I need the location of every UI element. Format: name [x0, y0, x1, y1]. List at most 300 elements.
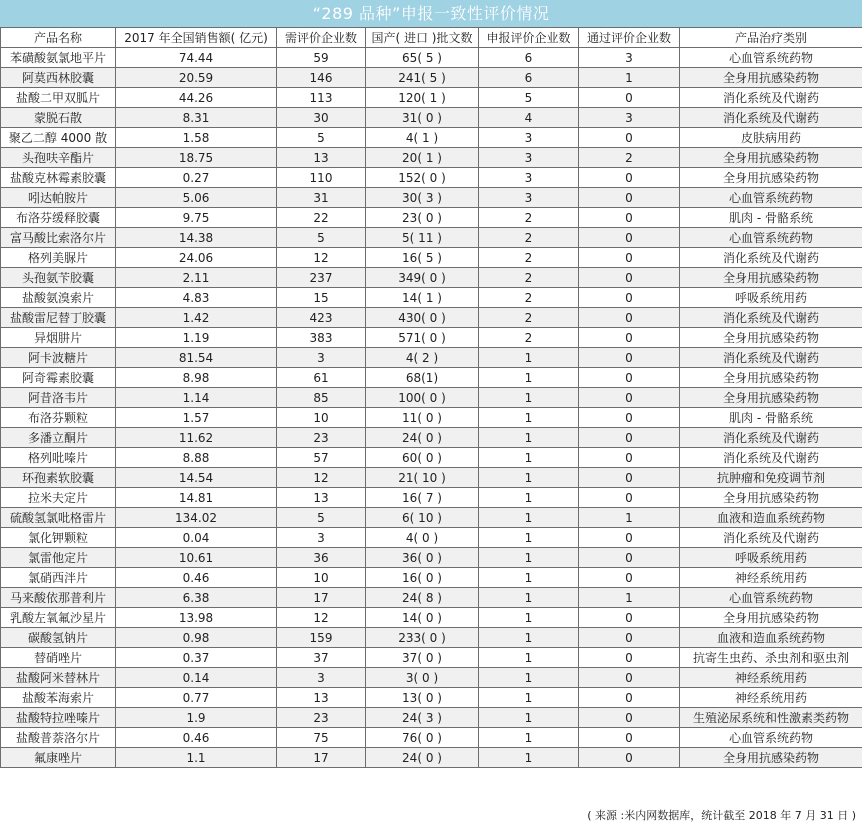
cell-firms-passed: 0 [579, 648, 680, 668]
cell-firms-applied: 1 [479, 428, 579, 448]
table-title: “289 品种”申报一致性评价情况 [0, 0, 862, 27]
cell-sales-2017: 13.98 [116, 608, 277, 628]
header-row [1, 28, 862, 48]
cell-firms-applied: 1 [479, 388, 579, 408]
cell-approvals: 4( 1 ) [366, 128, 479, 148]
cell-sales-2017: 8.98 [116, 368, 277, 388]
cell-firms-passed: 0 [579, 328, 680, 348]
cell-therapeutic-class: 全身用抗感染药物 [680, 608, 862, 628]
cell-approvals: 3( 0 ) [366, 668, 479, 688]
cell-product-name: 替硝唑片 [1, 648, 116, 668]
cell-firms-passed: 0 [579, 568, 680, 588]
cell-therapeutic-class: 全身用抗感染药物 [680, 368, 862, 388]
cell-product-name: 盐酸苯海索片 [1, 688, 116, 708]
cell-sales-2017: 2.11 [116, 268, 277, 288]
cell-firms-to-evaluate: 17 [277, 588, 366, 608]
cell-approvals: 4( 2 ) [366, 348, 479, 368]
cell-approvals: 14( 0 ) [366, 608, 479, 628]
cell-sales-2017: 81.54 [116, 348, 277, 368]
table-row [1, 108, 862, 128]
cell-firms-applied: 3 [479, 128, 579, 148]
cell-product-name: 阿昔洛韦片 [1, 388, 116, 408]
cell-approvals: 24( 3 ) [366, 708, 479, 728]
table-row [1, 508, 862, 528]
table-row [1, 528, 862, 548]
cell-therapeutic-class: 消化系统及代谢药 [680, 348, 862, 368]
cell-sales-2017: 1.42 [116, 308, 277, 328]
cell-sales-2017: 14.38 [116, 228, 277, 248]
cell-firms-passed: 3 [579, 48, 680, 68]
cell-firms-to-evaluate: 22 [277, 208, 366, 228]
cell-approvals: 24( 0 ) [366, 748, 479, 768]
cell-therapeutic-class: 消化系统及代谢药 [680, 528, 862, 548]
consistency-evaluation-table [0, 27, 862, 768]
cell-approvals: 13( 0 ) [366, 688, 479, 708]
table-row [1, 428, 862, 448]
cell-firms-to-evaluate: 146 [277, 68, 366, 88]
cell-firms-to-evaluate: 12 [277, 248, 366, 268]
cell-firms-to-evaluate: 5 [277, 128, 366, 148]
cell-sales-2017: 134.02 [116, 508, 277, 528]
cell-product-name: 环孢素软胶囊 [1, 468, 116, 488]
cell-firms-to-evaluate: 12 [277, 468, 366, 488]
cell-firms-to-evaluate: 10 [277, 408, 366, 428]
cell-firms-applied: 3 [479, 188, 579, 208]
cell-therapeutic-class: 消化系统及代谢药 [680, 88, 862, 108]
cell-sales-2017: 1.9 [116, 708, 277, 728]
cell-firms-passed: 2 [579, 148, 680, 168]
cell-therapeutic-class: 全身用抗感染药物 [680, 168, 862, 188]
cell-sales-2017: 8.31 [116, 108, 277, 128]
table-row [1, 388, 862, 408]
cell-sales-2017: 0.46 [116, 728, 277, 748]
cell-product-name: 阿卡波糖片 [1, 348, 116, 368]
cell-therapeutic-class: 心血管系统药物 [680, 188, 862, 208]
cell-sales-2017: 5.06 [116, 188, 277, 208]
cell-firms-passed: 0 [579, 408, 680, 428]
cell-therapeutic-class: 呼吸系统用药 [680, 288, 862, 308]
cell-firms-to-evaluate: 75 [277, 728, 366, 748]
cell-therapeutic-class: 皮肤病用药 [680, 128, 862, 148]
cell-therapeutic-class: 抗肿瘤和免疫调节剂 [680, 468, 862, 488]
header-approvals: 国产( 进口 )批文数 [366, 28, 479, 48]
cell-sales-2017: 18.75 [116, 148, 277, 168]
cell-firms-applied: 1 [479, 508, 579, 528]
cell-firms-applied: 1 [479, 608, 579, 628]
cell-sales-2017: 1.58 [116, 128, 277, 148]
cell-firms-to-evaluate: 10 [277, 568, 366, 588]
cell-approvals: 68(1) [366, 368, 479, 388]
cell-product-name: 吲达帕胺片 [1, 188, 116, 208]
cell-firms-applied: 1 [479, 408, 579, 428]
table-body [1, 48, 862, 768]
cell-approvals: 65( 5 ) [366, 48, 479, 68]
cell-therapeutic-class: 神经系统用药 [680, 568, 862, 588]
cell-product-name: 聚乙二醇 4000 散 [1, 128, 116, 148]
cell-approvals: 37( 0 ) [366, 648, 479, 668]
cell-therapeutic-class: 抗寄生虫药、杀虫剂和驱虫剂 [680, 648, 862, 668]
table-row [1, 668, 862, 688]
cell-firms-applied: 1 [479, 568, 579, 588]
cell-firms-to-evaluate: 12 [277, 608, 366, 628]
cell-firms-applied: 1 [479, 468, 579, 488]
table-row [1, 48, 862, 68]
cell-firms-to-evaluate: 13 [277, 148, 366, 168]
cell-therapeutic-class: 消化系统及代谢药 [680, 428, 862, 448]
cell-firms-applied: 5 [479, 88, 579, 108]
cell-product-name: 布洛芬缓释胶囊 [1, 208, 116, 228]
cell-product-name: 盐酸雷尼替丁胶囊 [1, 308, 116, 328]
cell-firms-applied: 1 [479, 628, 579, 648]
cell-approvals: 16( 7 ) [366, 488, 479, 508]
cell-firms-applied: 1 [479, 488, 579, 508]
cell-product-name: 蒙脱石散 [1, 108, 116, 128]
cell-firms-passed: 0 [579, 728, 680, 748]
table-row [1, 708, 862, 728]
cell-firms-passed: 0 [579, 708, 680, 728]
cell-firms-to-evaluate: 85 [277, 388, 366, 408]
table-row [1, 288, 862, 308]
cell-firms-to-evaluate: 113 [277, 88, 366, 108]
cell-therapeutic-class: 神经系统用药 [680, 688, 862, 708]
cell-firms-applied: 1 [479, 688, 579, 708]
cell-product-name: 氯硝西泮片 [1, 568, 116, 588]
cell-sales-2017: 24.06 [116, 248, 277, 268]
cell-approvals: 6( 10 ) [366, 508, 479, 528]
cell-approvals: 11( 0 ) [366, 408, 479, 428]
cell-product-name: 盐酸阿米替林片 [1, 668, 116, 688]
cell-firms-passed: 0 [579, 88, 680, 108]
cell-firms-passed: 0 [579, 368, 680, 388]
cell-approvals: 60( 0 ) [366, 448, 479, 468]
header-firms-to-evaluate: 需评价企业数 [277, 28, 366, 48]
cell-product-name: 硫酸氢氯吡格雷片 [1, 508, 116, 528]
cell-approvals: 16( 0 ) [366, 568, 479, 588]
cell-firms-to-evaluate: 13 [277, 688, 366, 708]
header-firms-applied: 申报评价企业数 [479, 28, 579, 48]
cell-approvals: 31( 0 ) [366, 108, 479, 128]
cell-firms-passed: 0 [579, 668, 680, 688]
cell-firms-to-evaluate: 423 [277, 308, 366, 328]
cell-product-name: 盐酸氨溴索片 [1, 288, 116, 308]
cell-firms-passed: 0 [579, 628, 680, 648]
table-row [1, 148, 862, 168]
cell-firms-to-evaluate: 5 [277, 228, 366, 248]
cell-approvals: 5( 11 ) [366, 228, 479, 248]
cell-sales-2017: 0.46 [116, 568, 277, 588]
table-row [1, 328, 862, 348]
cell-firms-passed: 1 [579, 588, 680, 608]
table-row [1, 188, 862, 208]
cell-sales-2017: 0.04 [116, 528, 277, 548]
cell-firms-to-evaluate: 61 [277, 368, 366, 388]
cell-sales-2017: 44.26 [116, 88, 277, 108]
cell-approvals: 21( 10 ) [366, 468, 479, 488]
cell-therapeutic-class: 全身用抗感染药物 [680, 328, 862, 348]
cell-product-name: 拉米夫定片 [1, 488, 116, 508]
cell-approvals: 4( 0 ) [366, 528, 479, 548]
cell-sales-2017: 0.98 [116, 628, 277, 648]
cell-firms-applied: 1 [479, 528, 579, 548]
table-row [1, 168, 862, 188]
cell-approvals: 349( 0 ) [366, 268, 479, 288]
cell-firms-to-evaluate: 57 [277, 448, 366, 468]
cell-therapeutic-class: 全身用抗感染药物 [680, 748, 862, 768]
table-row [1, 248, 862, 268]
cell-firms-passed: 0 [579, 528, 680, 548]
header-product-name: 产品名称 [1, 28, 116, 48]
cell-firms-passed: 0 [579, 488, 680, 508]
header-firms-passed: 通过评价企业数 [579, 28, 680, 48]
cell-firms-to-evaluate: 383 [277, 328, 366, 348]
table-row [1, 228, 862, 248]
cell-product-name: 乳酸左氧氟沙星片 [1, 608, 116, 628]
cell-sales-2017: 1.14 [116, 388, 277, 408]
cell-product-name: 氟康唑片 [1, 748, 116, 768]
cell-firms-passed: 0 [579, 468, 680, 488]
cell-firms-to-evaluate: 159 [277, 628, 366, 648]
cell-firms-applied: 6 [479, 48, 579, 68]
cell-therapeutic-class: 血液和造血系统药物 [680, 628, 862, 648]
cell-firms-passed: 0 [579, 748, 680, 768]
cell-product-name: 氯化钾颗粒 [1, 528, 116, 548]
cell-firms-to-evaluate: 36 [277, 548, 366, 568]
cell-firms-to-evaluate: 15 [277, 288, 366, 308]
cell-firms-applied: 1 [479, 348, 579, 368]
cell-sales-2017: 74.44 [116, 48, 277, 68]
cell-firms-applied: 2 [479, 208, 579, 228]
cell-firms-passed: 0 [579, 308, 680, 328]
cell-therapeutic-class: 心血管系统药物 [680, 728, 862, 748]
cell-sales-2017: 4.83 [116, 288, 277, 308]
table-row [1, 348, 862, 368]
cell-product-name: 格列美脲片 [1, 248, 116, 268]
cell-firms-to-evaluate: 23 [277, 428, 366, 448]
cell-firms-passed: 1 [579, 508, 680, 528]
cell-firms-passed: 0 [579, 688, 680, 708]
cell-product-name: 碳酸氢钠片 [1, 628, 116, 648]
table-row [1, 728, 862, 748]
cell-sales-2017: 10.61 [116, 548, 277, 568]
cell-sales-2017: 14.81 [116, 488, 277, 508]
table-row [1, 448, 862, 468]
cell-therapeutic-class: 全身用抗感染药物 [680, 488, 862, 508]
cell-firms-to-evaluate: 23 [277, 708, 366, 728]
cell-therapeutic-class: 心血管系统药物 [680, 48, 862, 68]
cell-firms-to-evaluate: 31 [277, 188, 366, 208]
cell-firms-applied: 3 [479, 148, 579, 168]
cell-sales-2017: 0.77 [116, 688, 277, 708]
cell-firms-to-evaluate: 37 [277, 648, 366, 668]
header-sales-2017: 2017 年全国销售额( 亿元) [116, 28, 277, 48]
cell-therapeutic-class: 生殖泌尿系统和性激素类药物 [680, 708, 862, 728]
cell-firms-applied: 4 [479, 108, 579, 128]
cell-firms-applied: 1 [479, 448, 579, 468]
cell-firms-passed: 0 [579, 608, 680, 628]
cell-product-name: 盐酸克林霉素胶囊 [1, 168, 116, 188]
cell-therapeutic-class: 呼吸系统用药 [680, 548, 862, 568]
cell-therapeutic-class: 消化系统及代谢药 [680, 308, 862, 328]
table-row [1, 608, 862, 628]
table-row [1, 88, 862, 108]
cell-approvals: 24( 0 ) [366, 428, 479, 448]
cell-firms-passed: 0 [579, 388, 680, 408]
cell-therapeutic-class: 心血管系统药物 [680, 588, 862, 608]
table-row [1, 308, 862, 328]
cell-product-name: 异烟肼片 [1, 328, 116, 348]
cell-firms-passed: 0 [579, 268, 680, 288]
table-row [1, 268, 862, 288]
cell-approvals: 20( 1 ) [366, 148, 479, 168]
cell-firms-to-evaluate: 17 [277, 748, 366, 768]
table-row [1, 68, 862, 88]
cell-firms-applied: 2 [479, 228, 579, 248]
header-therapeutic-class: 产品治疗类别 [680, 28, 862, 48]
cell-therapeutic-class: 心血管系统药物 [680, 228, 862, 248]
cell-firms-applied: 1 [479, 368, 579, 388]
cell-therapeutic-class: 全身用抗感染药物 [680, 68, 862, 88]
table-row [1, 648, 862, 668]
table-row [1, 468, 862, 488]
cell-approvals: 571( 0 ) [366, 328, 479, 348]
cell-product-name: 盐酸特拉唑嗪片 [1, 708, 116, 728]
cell-firms-to-evaluate: 30 [277, 108, 366, 128]
cell-product-name: 多潘立酮片 [1, 428, 116, 448]
cell-sales-2017: 1.19 [116, 328, 277, 348]
cell-firms-to-evaluate: 59 [277, 48, 366, 68]
cell-product-name: 阿莫西林胶囊 [1, 68, 116, 88]
cell-approvals: 24( 8 ) [366, 588, 479, 608]
cell-firms-passed: 3 [579, 108, 680, 128]
table-row [1, 688, 862, 708]
cell-firms-to-evaluate: 13 [277, 488, 366, 508]
cell-therapeutic-class: 消化系统及代谢药 [680, 248, 862, 268]
cell-approvals: 16( 5 ) [366, 248, 479, 268]
cell-firms-applied: 1 [479, 748, 579, 768]
cell-approvals: 152( 0 ) [366, 168, 479, 188]
cell-firms-passed: 0 [579, 548, 680, 568]
cell-product-name: 头孢呋辛酯片 [1, 148, 116, 168]
cell-product-name: 马来酸依那普利片 [1, 588, 116, 608]
cell-product-name: 盐酸普萘洛尔片 [1, 728, 116, 748]
cell-approvals: 36( 0 ) [366, 548, 479, 568]
cell-firms-to-evaluate: 3 [277, 528, 366, 548]
cell-firms-passed: 0 [579, 128, 680, 148]
cell-firms-applied: 1 [479, 728, 579, 748]
cell-therapeutic-class: 肌肉 - 骨骼系统 [680, 208, 862, 228]
cell-firms-applied: 2 [479, 328, 579, 348]
cell-sales-2017: 1.1 [116, 748, 277, 768]
cell-firms-applied: 1 [479, 708, 579, 728]
table-row [1, 488, 862, 508]
cell-therapeutic-class: 消化系统及代谢药 [680, 448, 862, 468]
cell-firms-applied: 1 [479, 648, 579, 668]
table-row [1, 628, 862, 648]
cell-firms-applied: 1 [479, 548, 579, 568]
cell-firms-to-evaluate: 3 [277, 348, 366, 368]
cell-firms-passed: 0 [579, 348, 680, 368]
cell-approvals: 30( 3 ) [366, 188, 479, 208]
cell-firms-applied: 2 [479, 288, 579, 308]
cell-sales-2017: 0.27 [116, 168, 277, 188]
cell-sales-2017: 14.54 [116, 468, 277, 488]
cell-firms-to-evaluate: 5 [277, 508, 366, 528]
cell-firms-to-evaluate: 237 [277, 268, 366, 288]
table-row [1, 208, 862, 228]
cell-sales-2017: 8.88 [116, 448, 277, 468]
cell-approvals: 100( 0 ) [366, 388, 479, 408]
cell-firms-passed: 0 [579, 288, 680, 308]
table-row [1, 588, 862, 608]
table-row [1, 408, 862, 428]
cell-sales-2017: 20.59 [116, 68, 277, 88]
cell-approvals: 14( 1 ) [366, 288, 479, 308]
cell-firms-passed: 0 [579, 428, 680, 448]
cell-firms-applied: 3 [479, 168, 579, 188]
cell-firms-passed: 0 [579, 208, 680, 228]
table-row [1, 748, 862, 768]
cell-firms-applied: 1 [479, 588, 579, 608]
cell-firms-passed: 1 [579, 68, 680, 88]
cell-therapeutic-class: 全身用抗感染药物 [680, 268, 862, 288]
cell-firms-passed: 0 [579, 448, 680, 468]
cell-sales-2017: 11.62 [116, 428, 277, 448]
table-row [1, 128, 862, 148]
cell-product-name: 富马酸比索洛尔片 [1, 228, 116, 248]
cell-firms-to-evaluate: 3 [277, 668, 366, 688]
cell-approvals: 241( 5 ) [366, 68, 479, 88]
cell-firms-to-evaluate: 110 [277, 168, 366, 188]
cell-approvals: 23( 0 ) [366, 208, 479, 228]
cell-product-name: 布洛芬颗粒 [1, 408, 116, 428]
cell-therapeutic-class: 神经系统用药 [680, 668, 862, 688]
cell-product-name: 苯磺酸氨氯地平片 [1, 48, 116, 68]
cell-product-name: 格列吡嗪片 [1, 448, 116, 468]
cell-sales-2017: 6.38 [116, 588, 277, 608]
cell-sales-2017: 9.75 [116, 208, 277, 228]
cell-therapeutic-class: 肌肉 - 骨骼系统 [680, 408, 862, 428]
cell-firms-applied: 2 [479, 308, 579, 328]
table-row [1, 568, 862, 588]
cell-firms-applied: 2 [479, 248, 579, 268]
cell-approvals: 233( 0 ) [366, 628, 479, 648]
cell-approvals: 76( 0 ) [366, 728, 479, 748]
cell-approvals: 430( 0 ) [366, 308, 479, 328]
cell-firms-applied: 2 [479, 268, 579, 288]
cell-product-name: 阿奇霉素胶囊 [1, 368, 116, 388]
cell-product-name: 头孢氨苄胶囊 [1, 268, 116, 288]
cell-product-name: 盐酸二甲双胍片 [1, 88, 116, 108]
table-row [1, 548, 862, 568]
cell-sales-2017: 1.57 [116, 408, 277, 428]
table-row [1, 368, 862, 388]
cell-therapeutic-class: 消化系统及代谢药 [680, 108, 862, 128]
cell-firms-passed: 0 [579, 228, 680, 248]
cell-sales-2017: 0.37 [116, 648, 277, 668]
cell-firms-applied: 6 [479, 68, 579, 88]
cell-firms-passed: 0 [579, 248, 680, 268]
cell-therapeutic-class: 全身用抗感染药物 [680, 148, 862, 168]
cell-therapeutic-class: 血液和造血系统药物 [680, 508, 862, 528]
cell-therapeutic-class: 全身用抗感染药物 [680, 388, 862, 408]
cell-approvals: 120( 1 ) [366, 88, 479, 108]
cell-product-name: 氯雷他定片 [1, 548, 116, 568]
cell-sales-2017: 0.14 [116, 668, 277, 688]
cell-firms-applied: 1 [479, 668, 579, 688]
cell-firms-passed: 0 [579, 188, 680, 208]
source-note: ( 来源 :米内网数据库，统计截至 2018 年 7 月 31 日 ) [587, 809, 856, 822]
cell-firms-passed: 0 [579, 168, 680, 188]
